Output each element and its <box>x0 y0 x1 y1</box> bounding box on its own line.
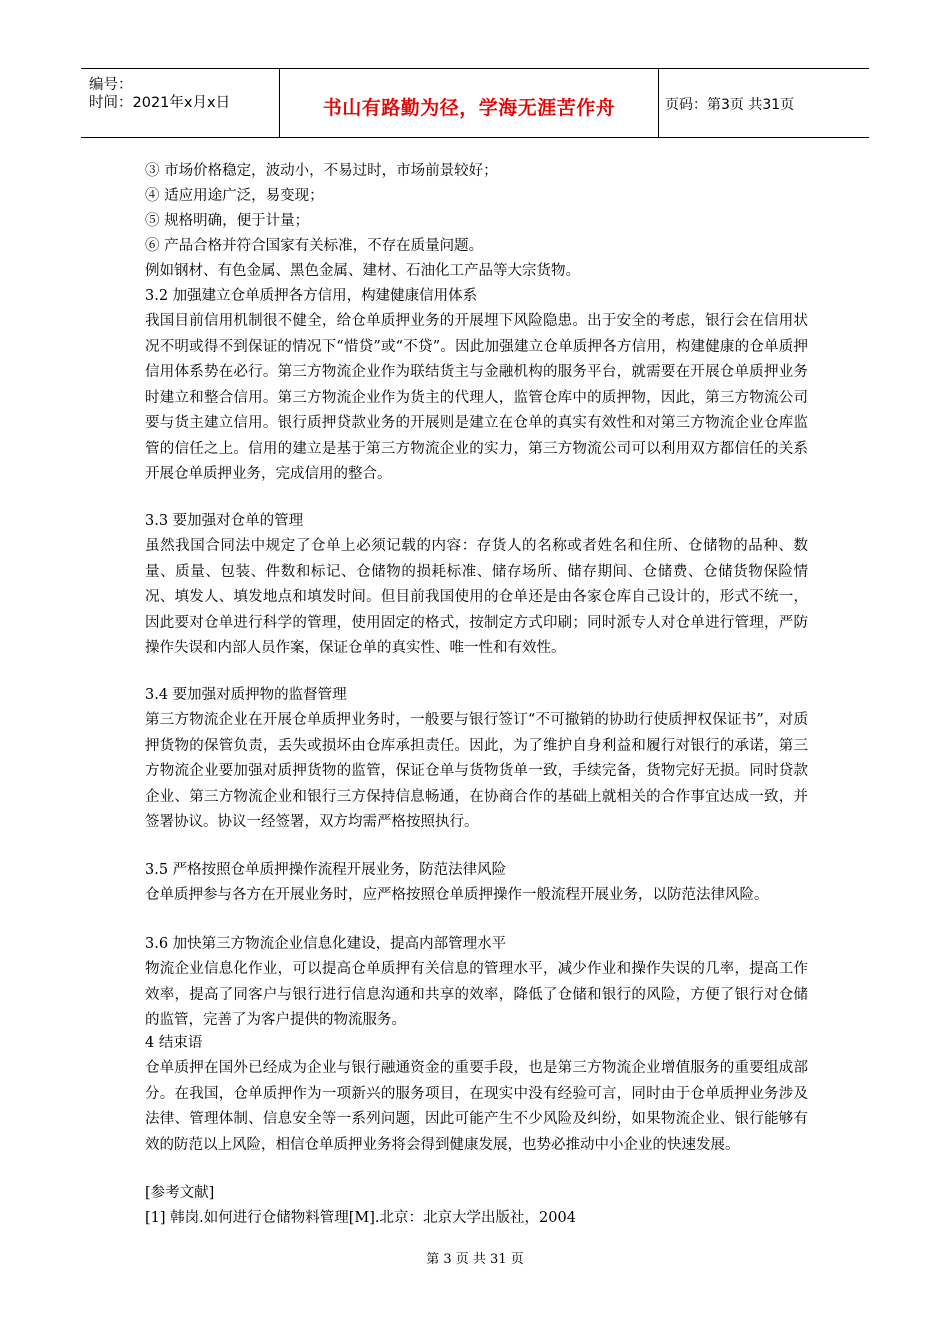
example-line: 例如钢材、有色金属、黑色金属、建材、石油化工产品等大宗货物。 <box>145 263 580 279</box>
paragraph: 仓单质押在国外已经成为企业与银行融通资金的重要手段，也是第三方物流企业增值服务的重要组成部分。在我国，仓单质押作为一项新兴的服务项目，在现实中没有经验可言，同时由于仓单质押业务涉及法律、管理体制、信息安全等一系列问题，因此可能产生不少风险及纠纷，如果物流企业、银行能够有效的防范以上风险，相信仓单质押业务将会得到健康发展，也势必推动中小企业的快速发展。 <box>145 1060 808 1153</box>
page-footer: 第 3 页 共 31 页 <box>426 1252 524 1267</box>
paragraph: 第三方物流企业在开展仓单质押业务时，一般要与银行签订“不可撤销的协助行使质押权保证书”，对质押货物的保管负责，丢失或损坏由仓库承担责任。因此，为了维护自身利益和履行对银行的承诺，第三方物流企业要加强对质押货物的监管，保证仓单与货物货单一致，手续完备，货物完好无损。同时贷款企业、第三方物流企业和银行三方保持信息畅通，在协商合作的基础上就相关的合作事宜达成一致，并签署协议。协议一经签署，双方均需严格按照执行。 <box>145 712 808 830</box>
list-item: ⑥ 产品合格并符合国家有关标准，不存在质量问题。 <box>145 238 484 254</box>
document-header <box>81 68 869 138</box>
header-page-cell <box>659 69 869 137</box>
references-heading: [参考文献] <box>145 1185 215 1201</box>
section-heading: 3.3 要加强对仓单的管理 <box>145 513 304 529</box>
section-heading: 3.4 要加强对质押物的监督管理 <box>145 687 347 703</box>
reference-item: [1] 韩岗.如何进行仓储物料管理[M].北京：北京大学出版社，2004 <box>145 1210 576 1226</box>
header-motto: 书山有路勤为径，学海无涯苦作舟 <box>322 97 616 119</box>
header-meta-cell <box>81 69 280 137</box>
section-heading: 3.5 严格按照仓单质押操作流程开展业务，防范法律风险 <box>145 862 507 878</box>
paragraph: 虽然我国合同法中规定了仓单上必须记载的内容：存货人的名称或者姓名和住所、仓储物的品种、数量、质量、包装、件数和标记、仓储物的损耗标准、储存场所、储存期间、仓储费、仓储货物保险情况、填发人、填发地点和填发时间。但目前我国使用的仓单还是由各家仓库自己设计的，形式不统一，因此要对仓单进行科学的管理，使用固定的格式，按制定方式印刷；同时派专人对仓单进行管理，严防操作失误和内部人员作案，保证仓单的真实性、唯一性和有效性。 <box>145 538 808 656</box>
header-page-info: 页码：第3页 共31页 <box>665 97 795 113</box>
paragraph: 仓单质押参与各方在开展业务时，应严格按照仓单质押操作一般流程开展业务，以防范法律风险。 <box>145 887 769 903</box>
document-number-label: 编号： <box>89 77 133 93</box>
paragraph: 我国目前信用机制很不健全，给仓单质押业务的开展埋下风险隐患。出于安全的考虑，银行会在信用状况不明或得不到保证的情况下“惜贷”或“不贷”。因此加强建立仓单质押各方信用，构建健康的仓单质押信用体系势在必行。第三方物流企业作为联结货主与金融机构的服务平台，就需要在开展仓单质押业务时建立和整合信用。第三方物流企业作为货主的代理人，监管仓库中的质押物，因此，第三方物流公司要与货主建立信用。银行质押贷款业务的开展则是建立在仓单的真实有效性和对第三方物流企业仓库监管的信任之上。信用的建立是基于第三方物流企业的实力，第三方物流公司可以利用双方都信任的关系开展仓单质押业务，完成信用的整合。 <box>145 313 808 482</box>
document-date: 时间：2021年x月x日 <box>89 95 231 111</box>
list-item: ④ 适应用途广泛，易变现； <box>145 188 324 204</box>
section-heading: 3.6 加快第三方物流企业信息化建设，提高内部管理水平 <box>145 936 507 952</box>
paragraph: 物流企业信息化作业，可以提高仓单质押有关信息的管理水平，减少作业和操作失误的几率，提高工作效率，提高了同客户与银行进行信息沟通和共享的效率，降低了仓储和银行的风险，方便了银行对仓储的监管，完善了为客户提供的物流服务。 <box>145 961 808 1028</box>
section-heading: 3.2 加强建立仓单质押各方信用，构建健康信用体系 <box>145 288 478 304</box>
list-item: ③ 市场价格稳定，波动小，不易过时，市场前景较好； <box>145 163 498 179</box>
header-motto-cell <box>280 69 659 137</box>
section-heading: 4 结束语 <box>145 1035 203 1051</box>
list-item: ⑤ 规格明确，便于计量； <box>145 213 310 229</box>
